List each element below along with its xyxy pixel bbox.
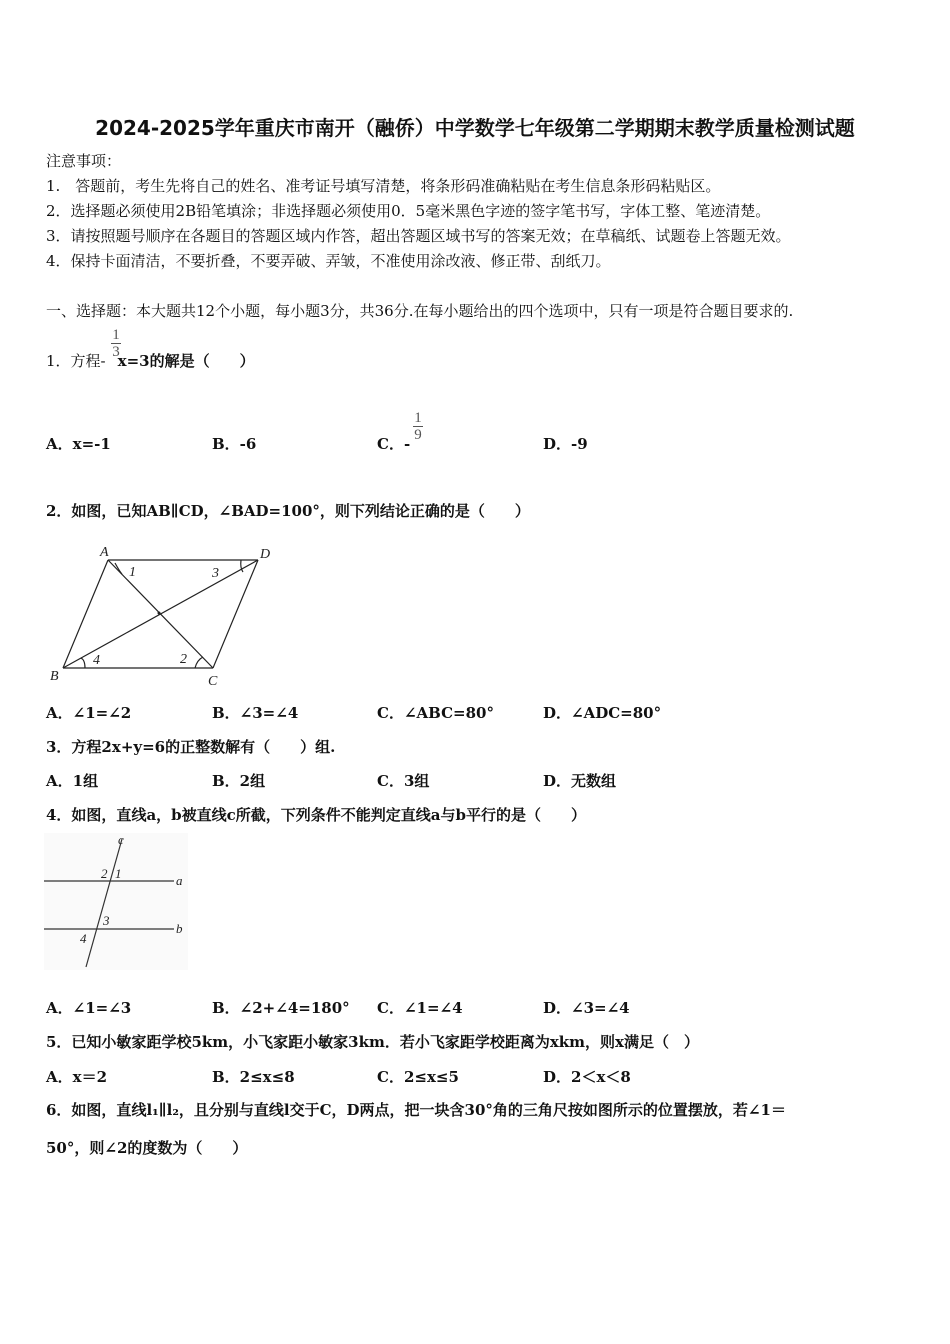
- question-4: 4．如图，直线a，b被直线c所截，下列条件不能判定直线a与b平行的是（ ）: [46, 806, 586, 824]
- label-c: C: [208, 674, 218, 689]
- angle-2: 2: [101, 866, 108, 881]
- label-d: D: [260, 547, 271, 562]
- q2-option-d[interactable]: D．∠ADC=80°: [543, 704, 662, 722]
- notice-heading: 注意事项：: [46, 152, 122, 170]
- q2-option-c[interactable]: C．∠ABC=80°: [377, 704, 494, 722]
- q4-option-b[interactable]: B．∠2+∠4=180°: [212, 999, 350, 1017]
- q5-option-d[interactable]: D．2＜x＜8: [543, 1068, 631, 1086]
- q1-prefix: 1．方程-: [46, 352, 106, 370]
- q1-c-fraction: [413, 410, 423, 443]
- notice-item: 4．保持卡面清洁，不要折叠，不要弄破、弄皱，不准使用涂改液、修正带、刮纸刀。: [46, 252, 611, 270]
- q2-option-b[interactable]: B．∠3=∠4: [212, 704, 299, 722]
- page-title: 2024-2025学年重庆市南开（融侨）中学数学七年级第二学期期末教学质量检测试题: [95, 116, 855, 140]
- q1-option-c[interactable]: [377, 434, 410, 454]
- question-5: 5．已知小敏家距学校5km，小飞家距小敏家3km．若小飞家距学校距离为xkm，则x满足（ ）: [46, 1033, 699, 1051]
- fraction-denominator: 3: [112, 344, 120, 360]
- q3-option-a[interactable]: A．1组: [46, 772, 99, 790]
- label-a: a: [176, 873, 183, 888]
- q5-option-a[interactable]: A．x＝2: [46, 1068, 108, 1086]
- fraction-numerator: 1: [414, 410, 422, 426]
- angle-4: 4: [93, 653, 100, 668]
- q5-option-c[interactable]: C．2≤x≤5: [377, 1068, 459, 1086]
- angle-1: 1: [129, 565, 136, 580]
- angle-2: 2: [180, 652, 187, 667]
- q3-option-c[interactable]: C．3组: [377, 772, 430, 790]
- q3-option-b[interactable]: B．2组: [212, 772, 266, 790]
- q4-option-a[interactable]: A．∠1=∠3: [46, 999, 132, 1017]
- fraction-denominator: 9: [414, 427, 422, 443]
- section-heading: 一、选择题：本大题共12个小题，每小题3分，共36分.在每小题给出的四个选项中，只有一项是符合题目要求的.: [46, 302, 794, 320]
- notice-item: 3．请按照题号顺序在各题目的答题区域内作答，超出答题区域书写的答案无效；在草稿纸、试题卷上答题无效。: [46, 227, 791, 245]
- label-c: c: [118, 833, 124, 847]
- question-3: 3．方程2x+y=6的正整数解有（ ）组.: [46, 738, 336, 756]
- angle-3: 3: [103, 913, 110, 928]
- q1-suffix: x=3的解是（ ）: [117, 352, 255, 370]
- angle-1: 1: [115, 866, 122, 881]
- label-b: B: [50, 669, 59, 684]
- notice-item: 1. 答题前，考生先将自己的姓名、准考证号填写清楚，将条形码准确粘贴在考生信息条形码粘贴区。: [46, 177, 721, 195]
- question-1: [46, 351, 255, 371]
- fraction-numerator: 1: [112, 327, 120, 343]
- notice-item: 2．选择题必须使用2B铅笔填涂；非选择题必须使用0．5毫米黑色字迹的签字笔书写，字体工整、笔迹清楚。: [46, 202, 771, 220]
- option-c-label: C．-: [377, 435, 411, 453]
- q1-option-a[interactable]: A．x=-1: [46, 435, 111, 453]
- question-2: 2．如图，已知AB∥CD，∠BAD=100°，则下列结论正确的是（ ）: [46, 502, 530, 520]
- q1-option-b[interactable]: B．-6: [212, 435, 257, 453]
- question-6-line-1: 6．如图，直线l₁∥l₂，且分别与直线l交于C，D两点，把一块含30°角的三角尺按如图所示的位置摆放，若∠1＝: [46, 1101, 786, 1119]
- q3-option-d[interactable]: D．无数组: [543, 772, 617, 790]
- question-6-line-2: 50°，则∠2的度数为（ ）: [46, 1139, 248, 1157]
- label-b: b: [176, 921, 183, 936]
- label-a: A: [100, 545, 109, 560]
- q1-fraction: [111, 327, 121, 360]
- q4-option-d[interactable]: D．∠3=∠4: [543, 999, 630, 1017]
- q2-option-a[interactable]: A．∠1=∠2: [46, 704, 132, 722]
- q4-option-c[interactable]: C．∠1=∠4: [377, 999, 463, 1017]
- q1-option-d[interactable]: D．-9: [543, 435, 588, 453]
- angle-3: 3: [212, 566, 219, 581]
- q5-option-b[interactable]: B．2≤x≤8: [212, 1068, 295, 1086]
- parallel-lines-figure: [44, 833, 189, 971]
- parallelogram-figure: [45, 540, 280, 690]
- angle-4: 4: [80, 931, 87, 946]
